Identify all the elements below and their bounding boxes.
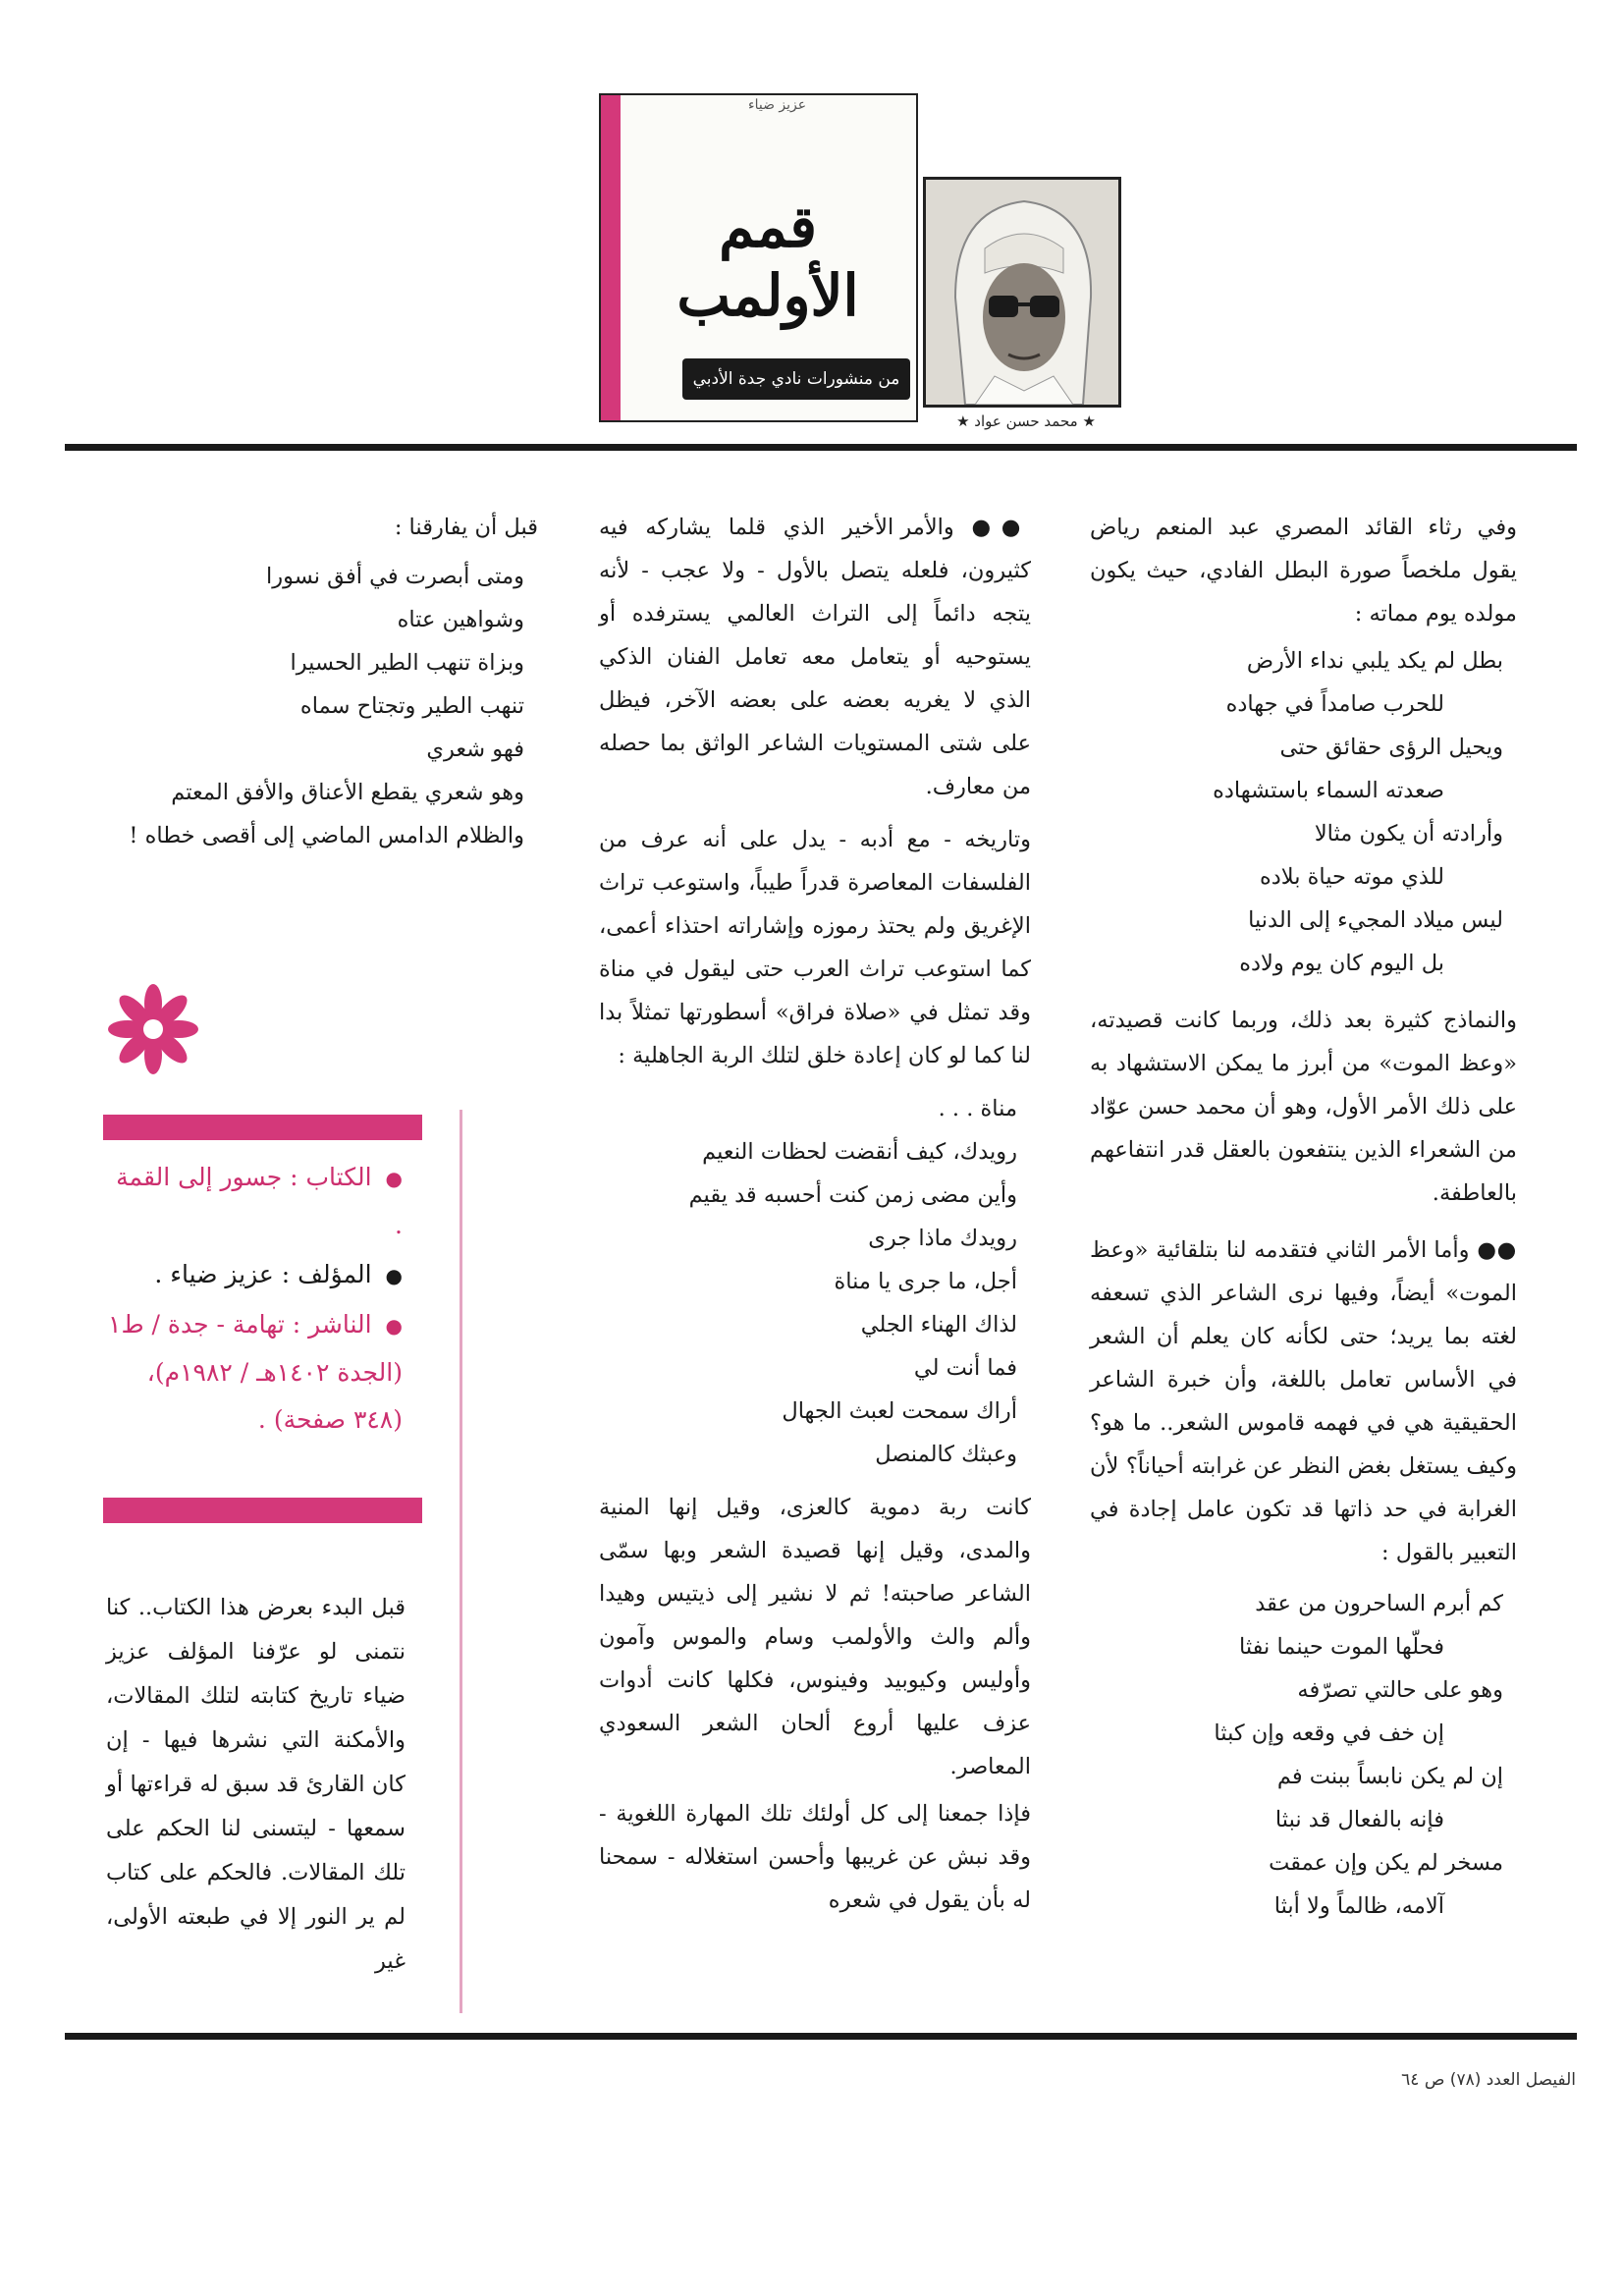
poem-line: إن لم يكن نابساً ببنت فم	[1276, 1764, 1503, 1789]
paragraph-marker: ●●	[1477, 1237, 1518, 1263]
paragraph-marker: ●●	[971, 515, 1032, 540]
poem-line: ويحيل الرؤى حقائق حتى	[1279, 735, 1503, 760]
portrait-caption: ★ محمد حسن عواد ★	[956, 412, 1096, 430]
paragraph-text: والأمر الأخير الذي قلما يشاركه فيه كثيرون، فلعله يتصل بالأول - ولا عجب - لأنه يتجه دائماً إلى التراث العالمي يسترفده أو يستوحيه أو يتعامل معه تعامل الفنان الذكي الذي لا يغريه بعضه على بعضه الآخر، فيظل على شتى المستويات الشاعر الواثق بما حصله من معارف.	[599, 515, 1031, 799]
paragraph: فإذا جمعنا إلى كل أولئك تلك المهارة اللغوية - وقد نبش عن غريبها وأحسن استغلاله - سمحنا له بأن يقول في شعره	[599, 1801, 1031, 1913]
review-intro-paragraph: قبل البدء بعرض هذا الكتاب.. كنا نتمنى لو عرّفنا المؤلف عزيز ضياء تاريخ كتابته لتلك المقالات، والأمكنة التي نشرها فيها - إن كان القارئ قد سبق له قراءتها أو سمعها - ليتسنى لنا الحكم على تلك المقالات. فالحكم على كتاب لم ير النور إلا في طبعته الأولى، غير	[106, 1595, 406, 1974]
paragraph-text: وأما الأمر الثاني فتقدمه لنا بتلقائية «وعظ الموت» أيضاً، وفيها نرى الشاعر الذي تسعفه لغته بما يريد؛ حتى لكأنه كان يعلم أن الشعر في الأساس تعامل باللغة، وأن خبرة الشاعر الحقيقية هي في فهمه قاموس الشعر.. ما هو؟ وكيف يستغل بغض النظر عن غرابته أحياناً؟ لأن الغرابة في حد ذاتها قد تكون عامل إجادة في التعبير بالقول :	[1090, 1237, 1517, 1565]
poem-line: كم أبرم الساحرون من عقد	[1255, 1591, 1503, 1616]
paragraph: وفي رثاء القائد المصري عبد المنعم رياض يقول ملخصاً صورة البطل الفادي، حيث يكون مولده يوم مماته :	[1090, 515, 1517, 627]
portrait-illustration	[926, 180, 1118, 405]
article-column-right	[1090, 506, 1517, 1928]
poem-block	[106, 555, 538, 857]
book-title-entry	[103, 1154, 403, 1249]
poem-line: بل اليوم كان يوم ولاده	[1239, 951, 1444, 976]
cover-series-label: من منشورات نادي جدة الأدبي	[682, 358, 910, 400]
cover-title: قمم الأولمب	[676, 193, 859, 329]
paragraph	[599, 506, 1031, 808]
book-cover-image	[599, 93, 918, 422]
paragraph: والنماذج كثيرة بعد ذلك، وربما كانت قصيدته، «وعظ الموت» من أبرز ما يمكن الاستشهاد به على ذلك الأمر الأول، وهو أن محمد حسن عوّاد من الشعراء الذين ينتفعون بالعقل قدر انتفاعهم بالعاطفة.	[1090, 1008, 1517, 1206]
book-title-value: جسور إلى القمة .	[116, 1163, 403, 1239]
bullet-icon: ●	[385, 1314, 403, 1338]
poem-line: مسخر لم يكن وإن عمقت	[1269, 1850, 1503, 1876]
cover-pink-stripe	[601, 95, 621, 420]
article-column-left	[106, 506, 538, 857]
book-publisher-entry	[103, 1301, 403, 1444]
poem-line: فما أنت لي	[913, 1355, 1017, 1381]
info-box-bottom-bar	[103, 1498, 422, 1523]
poem-line: والظلام الدامس الماضي إلى أقصى خطاه !	[129, 823, 524, 848]
poem-line: بطل لم يكد يلبي نداء الأرض	[1246, 648, 1503, 674]
poem-line: وأرادته أن يكون مثالا	[1314, 821, 1503, 847]
poem-line: وشواهين عتاه	[397, 607, 524, 632]
poem-line: وبزاة تنهب الطير الحسيرا	[290, 650, 524, 676]
poem-line: فحلّها الموت حينما نفثا	[1239, 1634, 1444, 1660]
poem-line: للذي موته حياة بلاده	[1259, 864, 1444, 890]
poem-line: إن خف في وقعه وإن كبثا	[1214, 1721, 1444, 1746]
poem-line: رويدك ماذا جرى	[868, 1226, 1017, 1251]
poem-line: لذاك الهناء الجلي	[860, 1312, 1017, 1338]
info-box-top-bar	[103, 1115, 422, 1140]
paragraph: قبل أن يفارقنا :	[394, 515, 538, 540]
poem-block	[1090, 639, 1517, 985]
book-author-label: المؤلف :	[281, 1260, 372, 1288]
cover-author: عزيز ضياء	[748, 97, 807, 113]
top-divider-rule	[65, 444, 1577, 451]
page-footer: الفيصل العدد (٧٨) ص ٦٤	[1401, 2070, 1576, 2090]
poem-line: فهو شعري	[426, 737, 524, 762]
poem-line: مناة . . .	[938, 1096, 1017, 1121]
bullet-icon: ●	[385, 1167, 403, 1190]
bullet-icon: ●	[385, 1264, 403, 1287]
poem-line: وهو شعري يقطع الأعناق والأفق المعتم	[171, 780, 524, 805]
poem-line: أراك سمحت لعبث الجهال	[782, 1398, 1017, 1424]
poem-line: للحرب صامداً في جهاده	[1225, 691, 1444, 717]
paragraph: وتاريخه - مع أدبه - يدل على أنه عرف من الفلسفات المعاصرة قدراً طيباً، واستوعب تراث الإغريق ولم يحتذ رموزه وإشاراته احتذاء أعمى، كما استوعب تراث العرب حتى ليقول في مناة وقد تمثل في «صلاة فراق» أسطورتها تمثلاً بدا لنا كما لو كان إعادة خلق لتلك الربة الجاهلية :	[599, 827, 1031, 1068]
poem-line: أجل، ما جرى يا مناة	[834, 1269, 1017, 1294]
book-publisher-value: تهامة - جدة / ط١ (الجدة ١٤٠٢هـ / ١٩٨٢م)، (٣٤٨ صفحة) .	[108, 1310, 403, 1434]
poem-line: فإنه بالفعال قد نبثا	[1274, 1807, 1444, 1832]
poem-line: وهو على حالتي تصرّفه	[1297, 1677, 1503, 1703]
poem-line: آلامه، ظالماً ولا أبثا	[1273, 1893, 1444, 1919]
book-info-list	[103, 1154, 403, 1446]
book-author-value: عزيز ضياء .	[154, 1260, 274, 1288]
poem-line: صعدته السماء باستشهاده	[1213, 778, 1444, 803]
paragraph: كانت ربة دموية كالعزى، وقيل إنها المنية والمدى، وقيل إنها قصيدة الشعر وبها سمّى الشاعر صاحبته! ثم لا نشير إلى ذيتيس وهيدا وألم والث والأولمب وسام والموس وآمون وأوليس وكيوبيد وفينوس، فكلها كانت أدوات عزف عليها أروع ألحان الشعر السعودي المعاصر.	[599, 1495, 1031, 1779]
poem-line: ومتى أبصرت في أفق نسورا	[265, 564, 524, 589]
poem-line: وعبثك كالمنصل	[875, 1442, 1017, 1467]
column-divider-line	[460, 1110, 462, 2013]
asterisk-ornament-icon	[106, 982, 200, 1076]
poem-block	[1090, 1582, 1517, 1928]
bottom-divider-rule	[65, 2033, 1577, 2040]
poem-line: وأين مضى زمن كنت أحسبه قد يقيم	[688, 1182, 1017, 1208]
author-portrait-photo	[923, 177, 1121, 408]
poem-line: ليس ميلاد المجيء إلى الدنيا	[1248, 907, 1503, 933]
poem-line: رويدك، كيف أنقضت لحظات النعيم	[702, 1139, 1017, 1165]
book-publisher-label: الناشر :	[292, 1310, 372, 1339]
book-author-entry	[103, 1251, 403, 1299]
book-title-label: الكتاب :	[290, 1163, 372, 1191]
poem-block	[599, 1087, 1031, 1476]
paragraph	[1090, 1229, 1517, 1574]
poem-line: تنهب الطير وتجتاح سماه	[299, 693, 524, 719]
article-column-middle	[599, 506, 1031, 1926]
